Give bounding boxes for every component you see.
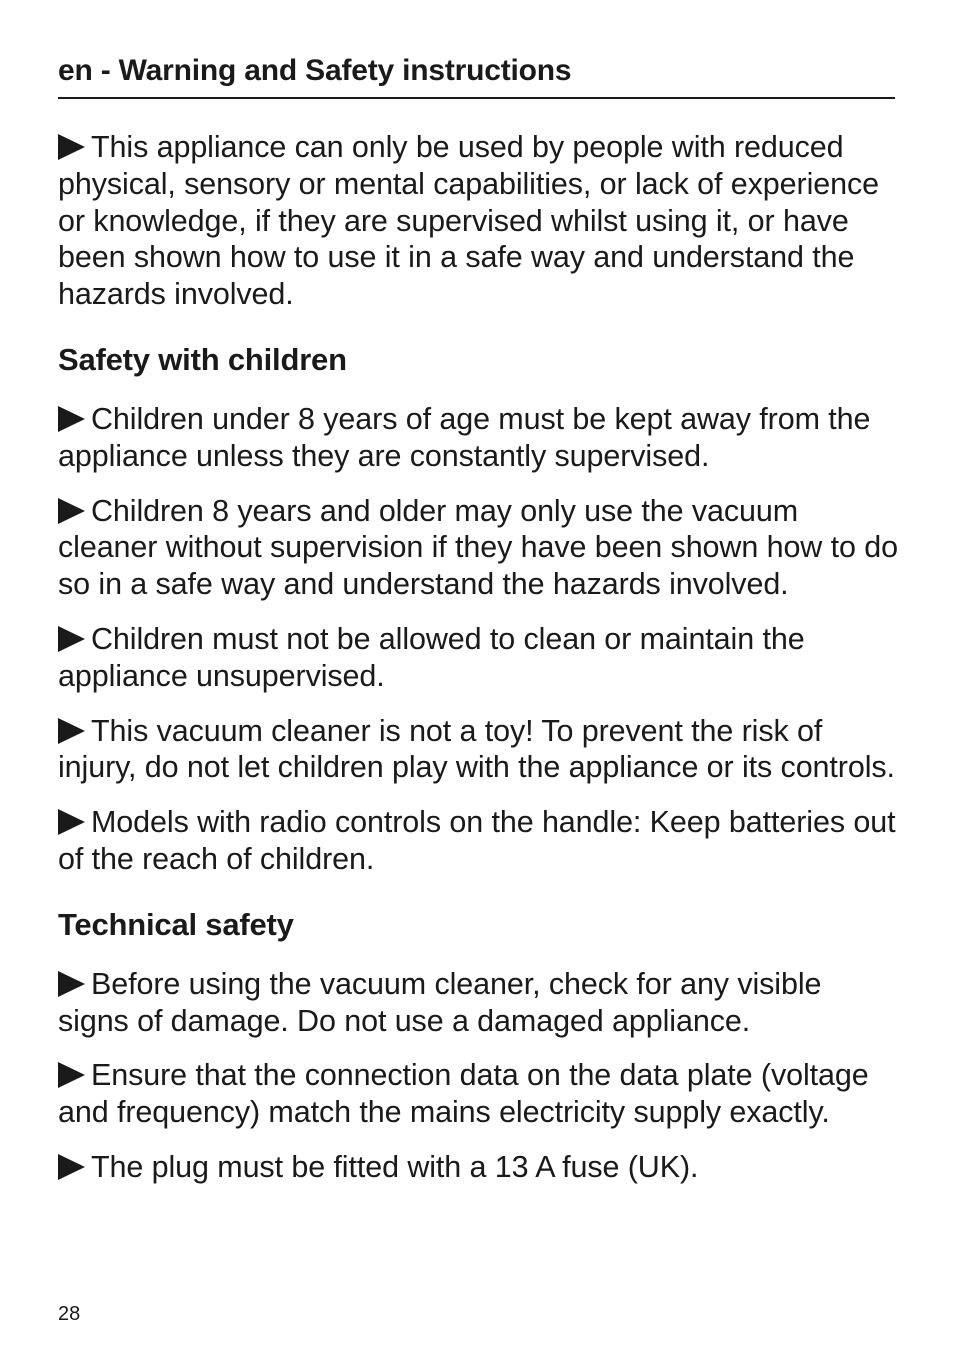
instruction-item — [58, 1149, 898, 1186]
page-number: 28 — [58, 1303, 81, 1325]
instruction-text: Models with radio controls on the handle: Keep batteries out of the reach of children. — [58, 805, 896, 876]
triangle-bullet-icon — [58, 718, 85, 744]
instruction-text: This vacuum cleaner is not a toy! To prevent the risk of injury, do not let children play with the appliance or its controls. — [58, 713, 895, 785]
triangle-bullet-icon — [58, 626, 85, 652]
instruction-item — [58, 804, 898, 878]
instruction-text: Before using the vacuum cleaner, check for any visible signs of damage. Do not use a damaged appliance. — [58, 966, 822, 1038]
instruction-item — [58, 1057, 898, 1131]
instruction-item — [58, 966, 898, 1040]
triangle-bullet-icon — [58, 134, 85, 160]
instruction-text: The plug must be fitted with a 13 A fuse (UK). — [91, 1149, 699, 1184]
page-header — [58, 52, 895, 99]
page-content — [58, 129, 898, 1204]
triangle-bullet-icon — [58, 1062, 85, 1088]
section-heading-technical: Technical safety — [58, 906, 294, 942]
instruction-text: Children 8 years and older may only use the vacuum cleaner without supervision if they have been shown how to do so in a safe way and understand the hazards involved. — [58, 493, 898, 602]
header-title: en - Warning and Safety instructions — [58, 54, 572, 87]
instruction-item — [58, 621, 898, 695]
instruction-text: Children under 8 years of age must be kept away from the appliance unless they are constantly supervised. — [58, 401, 871, 473]
instruction-text: Children must not be allowed to clean or maintain the appliance unsupervised. — [58, 621, 805, 693]
instruction-item — [58, 493, 898, 603]
instruction-text: Ensure that the connection data on the data plate (voltage and frequency) match the mains electricity supply exactly. — [58, 1058, 869, 1130]
instruction-item — [58, 713, 898, 787]
triangle-bullet-icon — [58, 406, 85, 432]
triangle-bullet-icon — [58, 809, 85, 835]
instruction-item — [58, 401, 898, 475]
instruction-item — [58, 129, 898, 313]
section-heading-children: Safety with children — [58, 341, 347, 377]
instruction-text: This appliance can only be used by people with reduced physical, sensory or mental capabilities, or lack of experience or knowledge, if they are supervised whilst using it, or have been shown how to use it in a safe way and understand the hazards involved. — [58, 130, 879, 312]
triangle-bullet-icon — [58, 498, 85, 524]
triangle-bullet-icon — [58, 971, 85, 997]
triangle-bullet-icon — [58, 1154, 85, 1180]
